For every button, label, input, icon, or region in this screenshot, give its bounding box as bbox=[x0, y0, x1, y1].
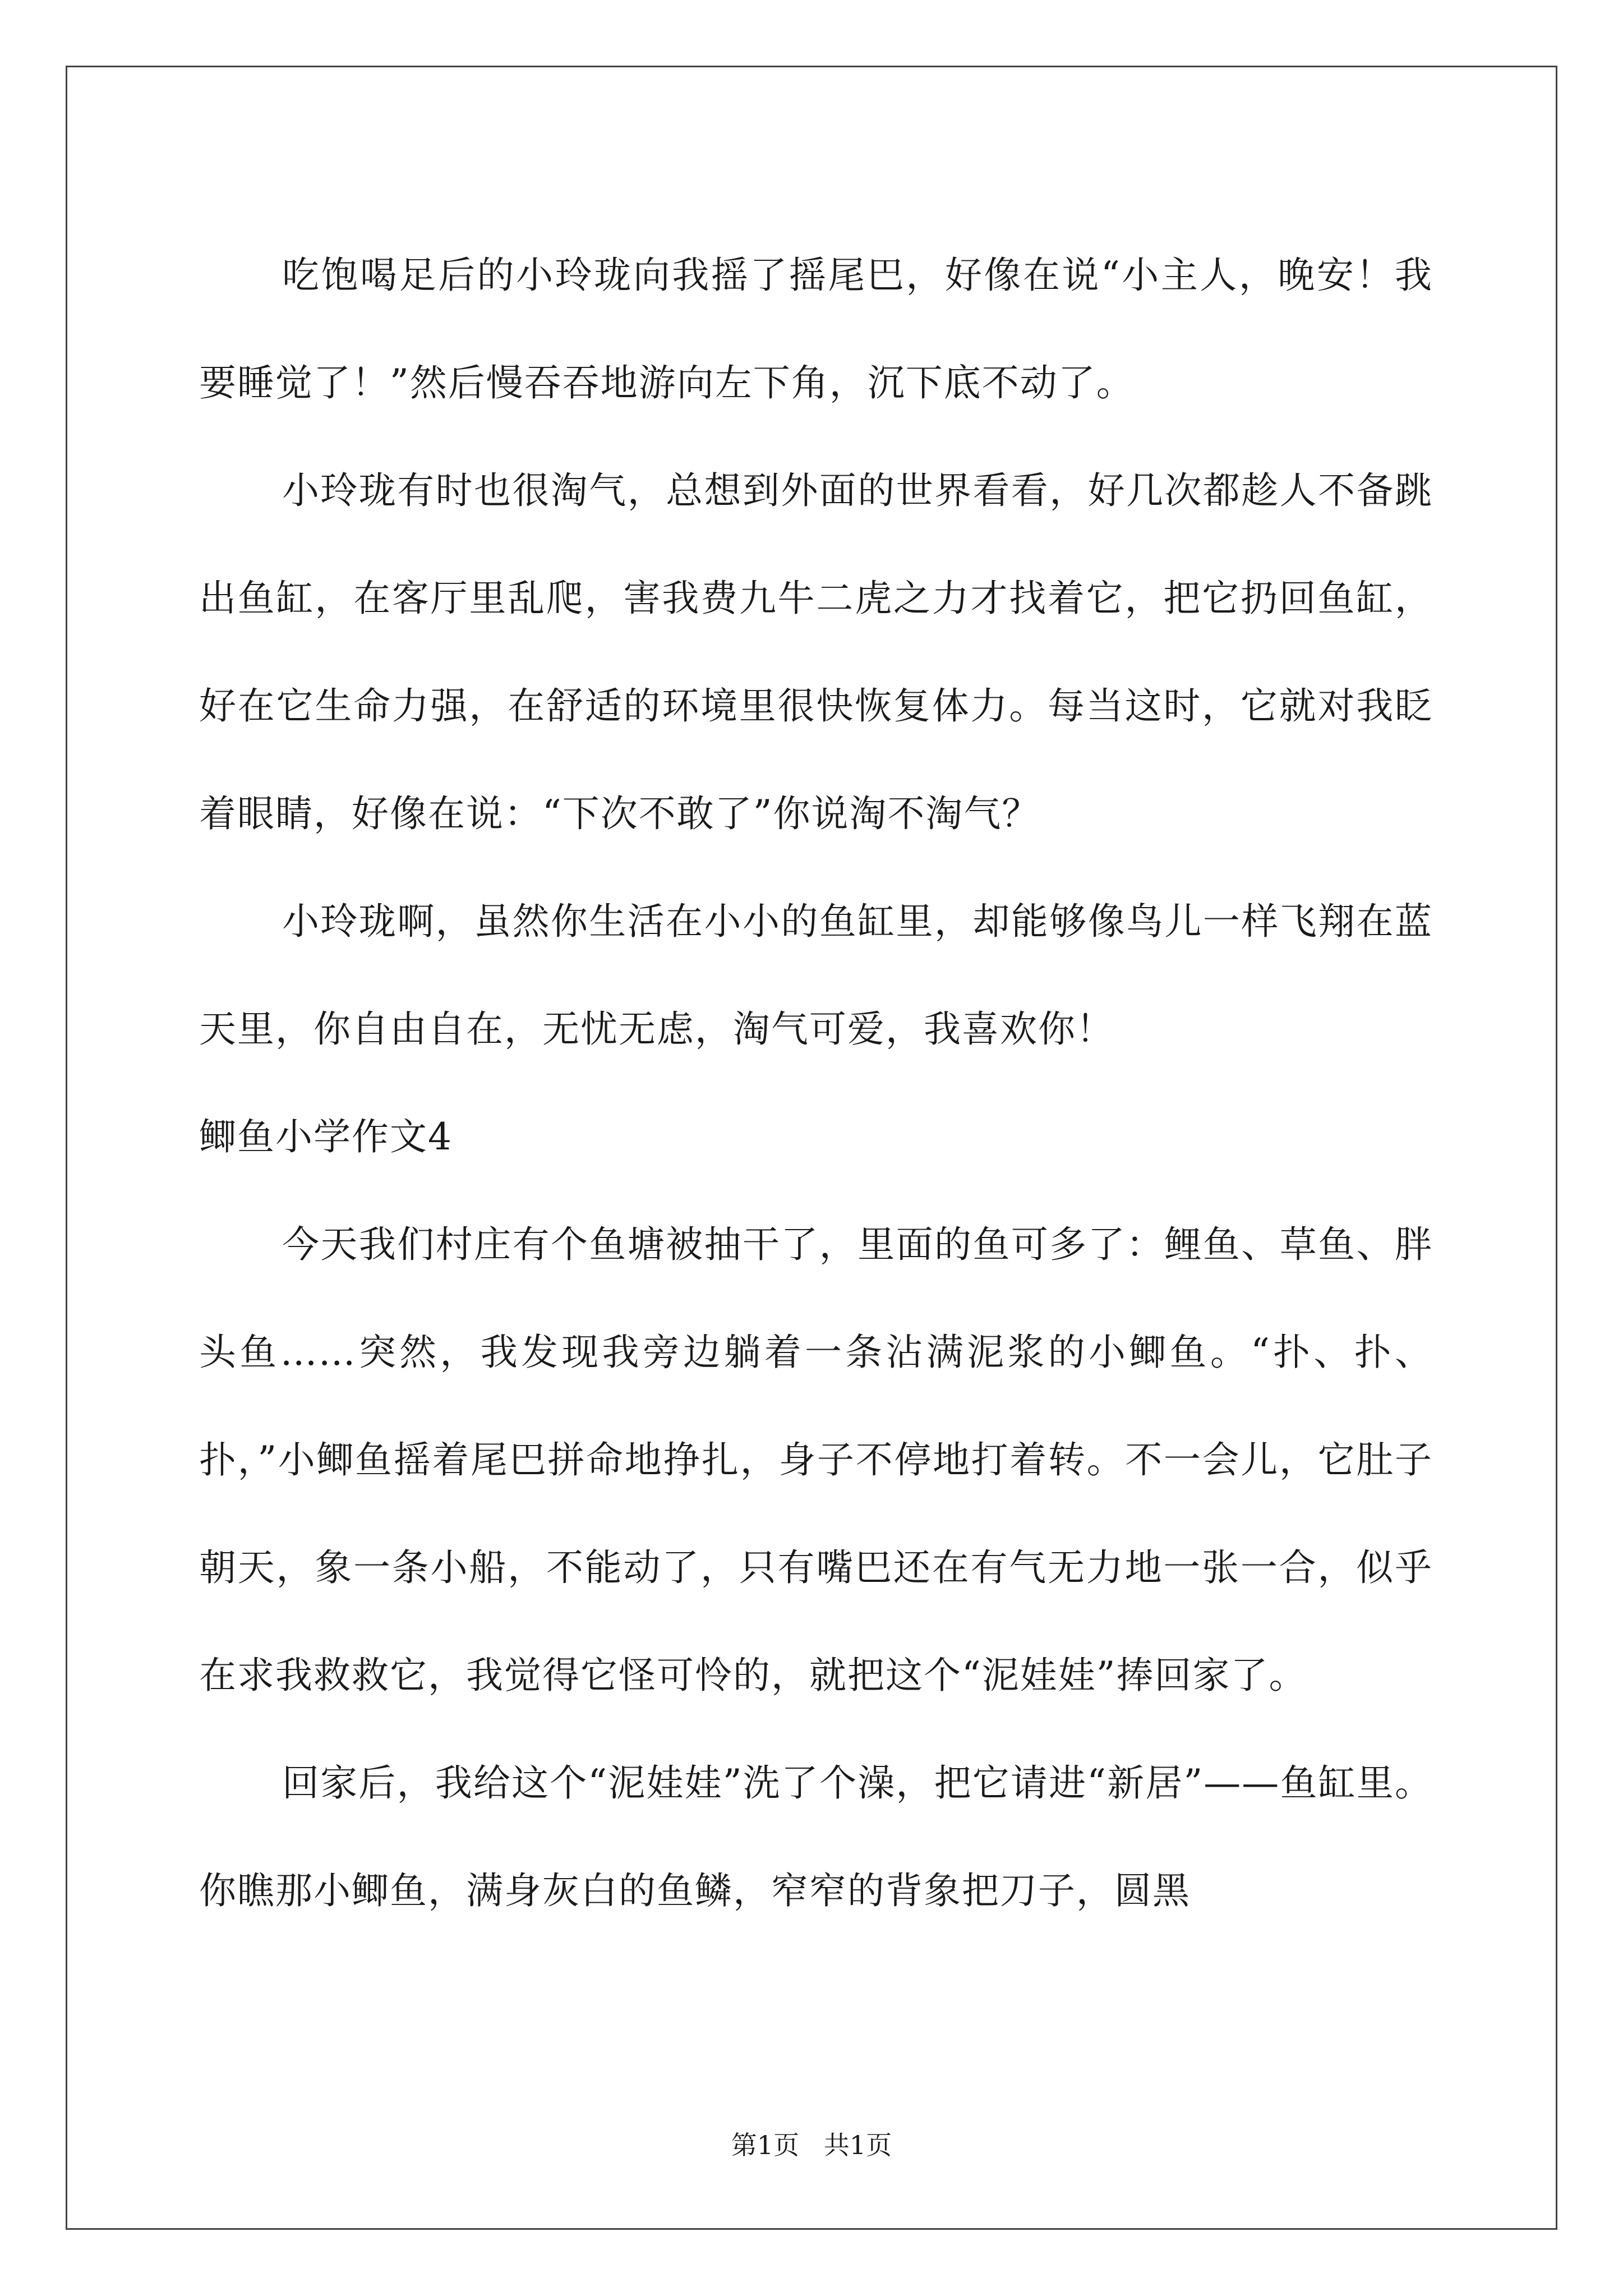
paragraph-2: 小玲珑有时也很淘气，总想到外面的世界看看，好几次都趁人不备跳出鱼缸，在客厅里乱爬，害我费九牛二虎之力才找着它，把它扔回鱼缸，好在它生命力强，在舒适的环境里很快恢复体力。每当这时，它就对我眨着眼睛，好像在说：“下次不敢了”你说淘不淘气？ bbox=[199, 469, 1433, 835]
paragraph-3: 小玲珑啊，虽然你生活在小小的鱼缸里，却能够像鸟儿一样飞翔在蓝天里，你自由自在，无忧无虑，淘气可爱，我喜欢你！ bbox=[199, 900, 1433, 1051]
paragraph-1: 吃饱喝足后的小玲珑向我摇了摇尾巴，好像在说“小主人，晚安！我要睡觉了！”然后慢吞吞地游向左下角，沉下底不动了。 bbox=[199, 254, 1433, 404]
document-body bbox=[199, 222, 1433, 1945]
page-footer: 第1页 共1页 bbox=[731, 2130, 892, 2160]
paragraph-5: 回家后，我给这个“泥娃娃”洗了个澡，把它请进“新居”——鱼缸里。你瞧那小鲫鱼，满身灰白的鱼鳞，窄窄的背象把刀子，圆黑 bbox=[199, 1761, 1433, 1912]
section-heading: 鲫鱼小学作文4 bbox=[199, 1115, 453, 1158]
paragraph-4: 今天我们村庄有个鱼塘被抽干了，里面的鱼可多了：鲤鱼、草鱼、胖头鱼……突然，我发现我旁边躺着一条沾满泥浆的小鲫鱼。“扑、扑、扑，”小鲫鱼摇着尾巴拼命地挣扎，身子不停地打着转。不一会儿，它肚子朝天，象一条小船，不能动了，只有嘴巴还在有气无力地一张一合，似乎在求我救救它，我觉得它怪可怜的，就把这个“泥娃娃”捧回家了。 bbox=[199, 1223, 1433, 1697]
